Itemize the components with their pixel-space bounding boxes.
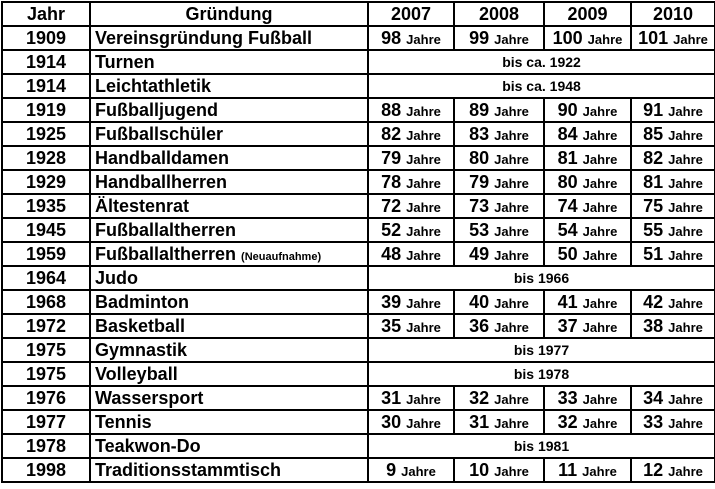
age-value: 9 xyxy=(386,459,397,480)
row-age-cell xyxy=(631,386,715,410)
table-row xyxy=(2,122,715,146)
row-name-cell xyxy=(90,386,368,410)
age-unit: Jahre xyxy=(494,175,529,191)
age-unit: Jahre xyxy=(668,295,703,311)
row-year: 1972 xyxy=(2,314,90,338)
row-name: Badminton xyxy=(95,291,189,312)
row-age-cell xyxy=(544,98,631,122)
row-name-cell xyxy=(90,410,368,434)
row-age-cell xyxy=(368,314,454,338)
age-unit: Jahre xyxy=(582,127,618,143)
row-age-cell xyxy=(368,26,454,50)
row-age-cell xyxy=(631,194,715,218)
age-value: 80 xyxy=(557,171,578,192)
row-year: 1928 xyxy=(2,146,90,170)
age-value: 36 xyxy=(469,315,490,336)
age-unit: Jahre xyxy=(582,319,618,335)
row-name-cell xyxy=(90,122,368,146)
row-age-cell xyxy=(454,458,544,482)
age-unit: Jahre xyxy=(406,295,441,311)
age-unit: Jahre xyxy=(494,463,529,479)
table-row xyxy=(2,410,715,434)
row-age-cell xyxy=(631,458,715,482)
row-age-cell xyxy=(454,218,544,242)
row-year: 1925 xyxy=(2,122,90,146)
row-year: 1914 xyxy=(2,50,90,74)
age-unit: Jahre xyxy=(668,415,703,431)
row-name-cell xyxy=(90,266,368,290)
table-row xyxy=(2,26,715,50)
age-value: 50 xyxy=(557,243,578,264)
row-age-cell xyxy=(631,290,715,314)
row-year: 1909 xyxy=(2,26,90,50)
age-unit: Jahre xyxy=(668,103,703,119)
age-value: 81 xyxy=(643,171,664,192)
row-age-cell xyxy=(631,314,715,338)
row-age-cell xyxy=(368,194,454,218)
table-row xyxy=(2,290,715,314)
row-period: bis 1977 xyxy=(368,338,715,362)
row-name-cell xyxy=(90,218,368,242)
row-name-cell xyxy=(90,290,368,314)
row-age-cell xyxy=(631,410,715,434)
row-age-cell xyxy=(454,194,544,218)
age-unit: Jahre xyxy=(582,103,618,119)
age-value: 88 xyxy=(381,99,402,120)
age-unit: Jahre xyxy=(494,415,529,431)
age-unit: Jahre xyxy=(494,151,529,167)
row-name: Vereinsgründung Fußball xyxy=(95,27,313,48)
row-year: 1929 xyxy=(2,170,90,194)
age-value: 31 xyxy=(469,411,490,432)
age-value: 89 xyxy=(469,99,490,120)
history-table xyxy=(1,1,715,483)
row-name: Volleyball xyxy=(95,363,178,384)
age-unit: Jahre xyxy=(494,391,529,407)
age-value: 79 xyxy=(381,147,402,168)
table-row xyxy=(2,218,715,242)
age-unit: Jahre xyxy=(668,199,703,215)
table-row xyxy=(2,194,715,218)
age-unit: Jahre xyxy=(668,223,703,239)
row-age-cell xyxy=(544,122,631,146)
row-age-cell xyxy=(631,242,715,266)
row-year: 1977 xyxy=(2,410,90,434)
row-name-cell xyxy=(90,170,368,194)
row-age-cell xyxy=(544,290,631,314)
row-age-cell xyxy=(368,242,454,266)
row-period: bis 1966 xyxy=(368,266,715,290)
age-unit: Jahre xyxy=(668,127,703,143)
row-age-cell xyxy=(368,170,454,194)
age-unit: Jahre xyxy=(494,127,529,143)
row-year: 1935 xyxy=(2,194,90,218)
age-unit: Jahre xyxy=(668,151,703,167)
age-unit: Jahre xyxy=(406,319,441,335)
table-row xyxy=(2,242,715,266)
row-age-cell xyxy=(454,26,544,50)
table-row xyxy=(2,74,715,98)
header-jahr: Jahr xyxy=(2,2,90,26)
age-value: 75 xyxy=(643,195,664,216)
row-age-cell xyxy=(454,146,544,170)
age-unit: Jahre xyxy=(494,103,529,119)
row-age-cell xyxy=(368,458,454,482)
row-name: Handballherren xyxy=(95,171,228,192)
header-2007: 2007 xyxy=(368,2,454,26)
age-value: 54 xyxy=(557,219,578,240)
row-name: Leichtathletik xyxy=(95,75,212,96)
row-name-cell xyxy=(90,98,368,122)
age-unit: Jahre xyxy=(668,463,703,479)
row-age-cell xyxy=(544,194,631,218)
row-name-cell xyxy=(90,434,368,458)
row-age-cell xyxy=(544,146,631,170)
age-unit: Jahre xyxy=(582,391,618,407)
row-name: Fußballschüler xyxy=(95,123,224,144)
row-name-cell xyxy=(90,146,368,170)
age-value: 82 xyxy=(381,123,402,144)
row-year: 1975 xyxy=(2,338,90,362)
table-row xyxy=(2,50,715,74)
row-age-cell xyxy=(631,98,715,122)
row-year: 1919 xyxy=(2,98,90,122)
row-age-cell xyxy=(454,242,544,266)
row-age-cell xyxy=(544,26,631,50)
age-value: 79 xyxy=(469,171,490,192)
age-value: 34 xyxy=(643,387,664,408)
age-value: 37 xyxy=(557,315,578,336)
row-year: 1975 xyxy=(2,362,90,386)
row-name-cell xyxy=(90,458,368,482)
row-year: 1968 xyxy=(2,290,90,314)
row-name: Teakwon-Do xyxy=(95,435,201,456)
row-name-cell xyxy=(90,362,368,386)
row-name: Ältestenrat xyxy=(95,195,190,216)
row-age-cell xyxy=(631,122,715,146)
table-row xyxy=(2,98,715,122)
row-age-cell xyxy=(368,98,454,122)
row-age-cell xyxy=(631,170,715,194)
age-unit: Jahre xyxy=(582,151,618,167)
age-unit: Jahre xyxy=(494,223,529,239)
age-value: 85 xyxy=(643,123,664,144)
age-unit: Jahre xyxy=(494,295,529,311)
age-unit: Jahre xyxy=(668,175,703,191)
row-age-cell xyxy=(368,410,454,434)
row-age-cell xyxy=(454,170,544,194)
age-value: 83 xyxy=(469,123,490,144)
header-gruendung: Gründung xyxy=(90,2,368,26)
age-unit: Jahre xyxy=(406,151,441,167)
age-unit: Jahre xyxy=(406,415,441,431)
age-value: 73 xyxy=(469,195,490,216)
age-unit: Jahre xyxy=(406,175,441,191)
table-row xyxy=(2,338,715,362)
header-row xyxy=(2,2,715,26)
age-value: 51 xyxy=(643,243,664,264)
row-age-cell xyxy=(544,410,631,434)
row-age-cell xyxy=(454,122,544,146)
table-row xyxy=(2,458,715,482)
age-value: 12 xyxy=(643,459,664,480)
row-name: Tennis xyxy=(95,411,152,432)
age-unit: Jahre xyxy=(582,295,618,311)
row-period: bis 1981 xyxy=(368,434,715,458)
row-name: Basketball xyxy=(95,315,186,336)
row-name-cell xyxy=(90,50,368,74)
row-age-cell xyxy=(454,314,544,338)
age-value: 10 xyxy=(469,459,490,480)
row-age-cell xyxy=(544,386,631,410)
row-age-cell xyxy=(544,458,631,482)
row-age-cell xyxy=(544,170,631,194)
age-value: 81 xyxy=(557,147,578,168)
row-name-cell xyxy=(90,194,368,218)
row-name-cell xyxy=(90,338,368,362)
age-unit: Jahre xyxy=(406,127,441,143)
age-unit: Jahre xyxy=(406,223,441,239)
row-year: 1914 xyxy=(2,74,90,98)
age-value: 99 xyxy=(469,27,490,48)
table-row xyxy=(2,434,715,458)
age-value: 42 xyxy=(643,291,664,312)
row-name: Wassersport xyxy=(95,387,204,408)
age-value: 33 xyxy=(557,387,578,408)
table-row xyxy=(2,386,715,410)
age-value: 98 xyxy=(381,27,402,48)
row-age-cell xyxy=(544,242,631,266)
row-year: 1998 xyxy=(2,458,90,482)
age-unit: Jahre xyxy=(582,247,618,263)
age-unit: Jahre xyxy=(406,103,441,119)
age-unit: Jahre xyxy=(582,223,618,239)
table-row xyxy=(2,170,715,194)
age-value: 100 xyxy=(552,27,583,48)
age-value: 32 xyxy=(469,387,490,408)
age-value: 72 xyxy=(381,195,402,216)
age-unit: Jahre xyxy=(406,391,441,407)
row-year: 1945 xyxy=(2,218,90,242)
row-age-cell xyxy=(631,218,715,242)
row-age-cell xyxy=(454,386,544,410)
age-unit: Jahre xyxy=(494,247,529,263)
row-name-cell xyxy=(90,242,368,266)
row-age-cell xyxy=(368,146,454,170)
age-unit: Jahre xyxy=(406,31,441,47)
row-age-cell xyxy=(454,98,544,122)
row-year: 1959 xyxy=(2,242,90,266)
age-unit: Jahre xyxy=(406,247,441,263)
age-unit: Jahre xyxy=(668,247,703,263)
row-name: Gymnastik xyxy=(95,339,188,360)
age-value: 82 xyxy=(643,147,664,168)
row-name: Fußballjugend xyxy=(95,99,218,120)
header-2010: 2010 xyxy=(631,2,715,26)
row-name-cell xyxy=(90,74,368,98)
row-age-cell xyxy=(544,314,631,338)
age-value: 90 xyxy=(557,99,578,120)
row-note: (Neuaufnahme) xyxy=(241,250,322,263)
row-name: Fußballaltherren xyxy=(95,243,237,264)
table-row xyxy=(2,266,715,290)
row-age-cell xyxy=(454,290,544,314)
age-value: 38 xyxy=(643,315,664,336)
row-age-cell xyxy=(631,26,715,50)
age-unit: Jahre xyxy=(582,199,618,215)
row-age-cell xyxy=(544,218,631,242)
age-unit: Jahre xyxy=(587,31,623,47)
age-value: 55 xyxy=(643,219,664,240)
age-value: 101 xyxy=(638,27,669,48)
age-value: 84 xyxy=(557,123,578,144)
age-unit: Jahre xyxy=(582,463,617,479)
age-unit: Jahre xyxy=(494,31,529,47)
row-name: Turnen xyxy=(95,51,155,72)
age-value: 31 xyxy=(381,387,402,408)
age-value: 39 xyxy=(381,291,402,312)
row-age-cell xyxy=(454,410,544,434)
age-value: 48 xyxy=(381,243,402,264)
age-unit: Jahre xyxy=(673,31,708,47)
row-age-cell xyxy=(368,218,454,242)
row-name: Fußballaltherren xyxy=(95,219,237,240)
age-value: 52 xyxy=(381,219,402,240)
row-period: bis ca. 1922 xyxy=(368,50,715,74)
age-unit: Jahre xyxy=(582,175,618,191)
table-row xyxy=(2,362,715,386)
header-2009: 2009 xyxy=(544,2,631,26)
table-body xyxy=(2,26,715,482)
row-period: bis ca. 1948 xyxy=(368,74,715,98)
row-name: Judo xyxy=(95,267,138,288)
age-unit: Jahre xyxy=(668,391,703,407)
age-value: 41 xyxy=(557,291,578,312)
row-year: 1978 xyxy=(2,434,90,458)
age-value: 74 xyxy=(557,195,578,216)
age-value: 49 xyxy=(469,243,490,264)
row-period: bis 1978 xyxy=(368,362,715,386)
age-value: 32 xyxy=(557,411,578,432)
age-value: 35 xyxy=(381,315,402,336)
age-value: 40 xyxy=(469,291,490,312)
row-name: Handballdamen xyxy=(95,147,230,168)
age-value: 80 xyxy=(469,147,490,168)
age-unit: Jahre xyxy=(406,199,441,215)
row-year: 1964 xyxy=(2,266,90,290)
age-unit: Jahre xyxy=(494,199,529,215)
age-value: 33 xyxy=(643,411,664,432)
row-age-cell xyxy=(368,290,454,314)
age-unit: Jahre xyxy=(582,415,618,431)
row-name: Traditionsstammtisch xyxy=(95,459,282,480)
age-value: 30 xyxy=(381,411,402,432)
age-value: 78 xyxy=(381,171,402,192)
row-age-cell xyxy=(368,122,454,146)
row-age-cell xyxy=(368,386,454,410)
age-value: 91 xyxy=(643,99,664,120)
table-row xyxy=(2,314,715,338)
row-name-cell xyxy=(90,314,368,338)
age-value: 53 xyxy=(469,219,490,240)
row-year: 1976 xyxy=(2,386,90,410)
header-2008: 2008 xyxy=(454,2,544,26)
table-row xyxy=(2,146,715,170)
age-unit: Jahre xyxy=(494,319,529,335)
age-unit: Jahre xyxy=(668,319,703,335)
row-age-cell xyxy=(631,146,715,170)
age-unit: Jahre xyxy=(401,463,436,479)
row-name-cell xyxy=(90,26,368,50)
age-value: 11 xyxy=(558,459,578,480)
